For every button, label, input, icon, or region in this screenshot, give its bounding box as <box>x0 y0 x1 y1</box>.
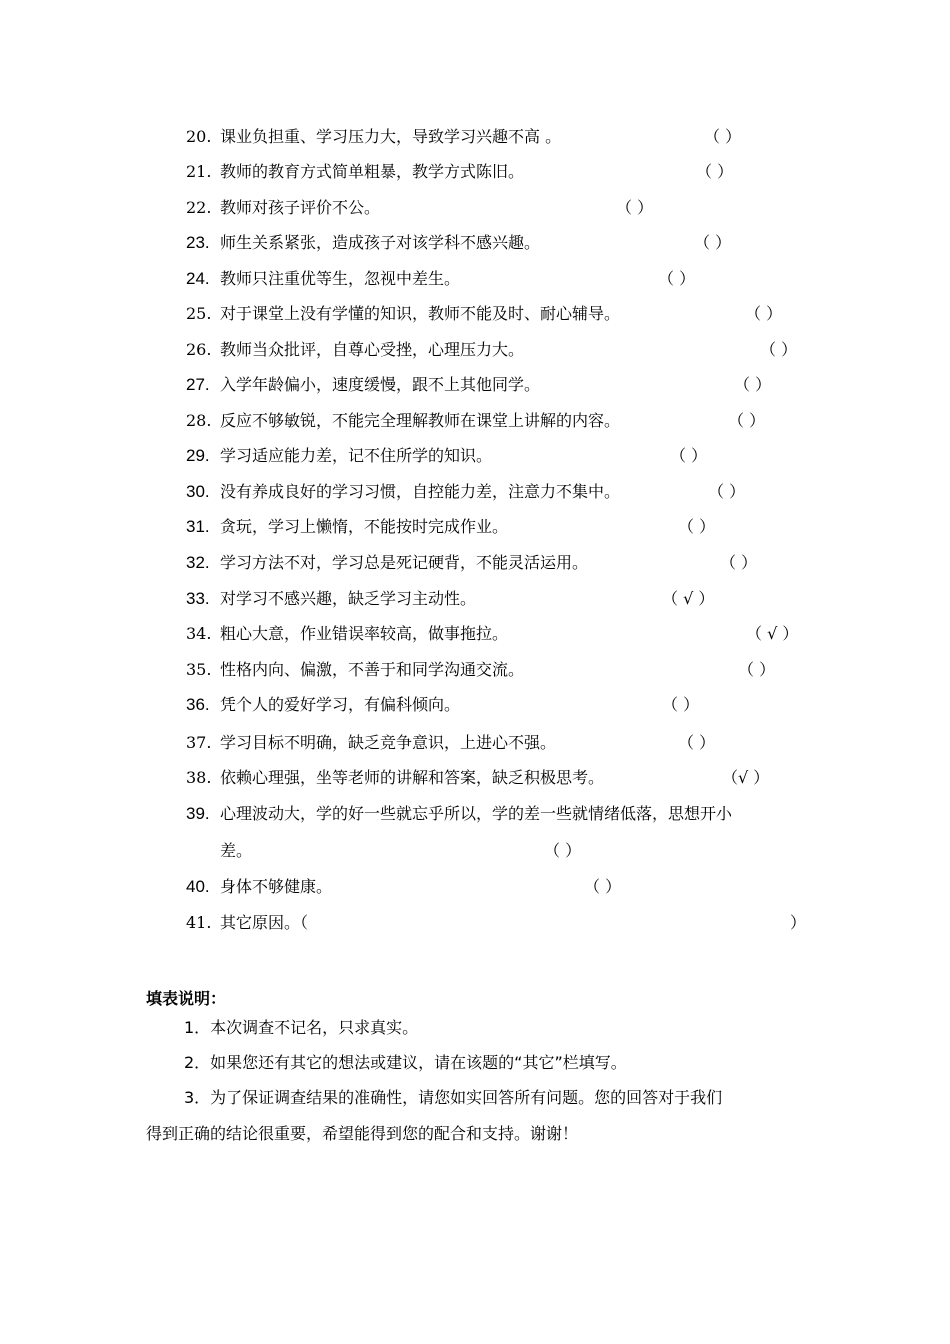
list-item: 30. 没有养成良好的学习习惯，自控能力差，注意力不集中。 <box>186 482 621 501</box>
answer-box[interactable]: （ ） <box>658 269 696 288</box>
list-item: 22. 教师对孩子评价不公。 <box>186 198 381 217</box>
answer-box-checked[interactable]: （ √ ） <box>662 589 715 608</box>
answer-box[interactable]: （ ） <box>734 375 772 394</box>
list-item: 35. 性格内向、偏激，不善于和同学沟通交流。 <box>186 660 525 679</box>
list-item: 40. 身体不够健康。 <box>186 877 333 896</box>
answer-box[interactable]: （ ） <box>544 841 582 860</box>
list-item-continuation: 差。 <box>220 841 253 860</box>
answer-box[interactable]: （ ） <box>678 517 716 536</box>
list-item: 33. 对学习不感兴趣，缺乏学习主动性。 <box>186 589 477 608</box>
list-item: 21. 教师的教育方式简单粗暴，教学方式陈旧。 <box>186 162 525 181</box>
note-item-continuation: 得到正确的结论很重要，希望能得到您的配合和支持。谢谢！ <box>146 1124 579 1143</box>
answer-box[interactable]: （ ） <box>678 733 716 752</box>
list-item: 41. 其它原因。（ <box>186 913 309 932</box>
list-item: 38. 依赖心理强，坐等老师的讲解和答案，缺乏积极思考。 <box>186 768 605 787</box>
list-item: 32. 学习方法不对，学习总是死记硬背，不能灵活运用。 <box>186 553 589 572</box>
list-item: 37. 学习目标不明确，缺乏竞争意识，上进心不强。 <box>186 733 557 752</box>
note-item: 2．如果您还有其它的想法或建议，请在该题的“其它”栏填写。 <box>184 1053 627 1072</box>
answer-box[interactable]: （ ） <box>745 304 783 323</box>
answer-box[interactable]: （ ） <box>708 482 746 501</box>
list-item: 31. 贪玩，学习上懒惰，不能按时完成作业。 <box>186 517 509 536</box>
list-item: 34. 粗心大意，作业错误率较高，做事拖拉。 <box>186 624 509 643</box>
list-item: 25. 对于课堂上没有学懂的知识，教师不能及时、耐心辅导。 <box>186 304 621 323</box>
list-item: 23. 师生关系紧张，造成孩子对该学科不感兴趣。 <box>186 233 541 252</box>
list-item: 20. 课业负担重、学习压力大，导致学习兴趣不高 。 <box>186 127 562 146</box>
list-item: 27. 入学年龄偏小，速度缓慢，跟不上其他同学。 <box>186 375 541 394</box>
answer-box[interactable]: （ ） <box>704 127 742 146</box>
answer-blank-close[interactable]: ） <box>790 913 807 932</box>
answer-box[interactable]: （ ） <box>694 233 732 252</box>
answer-box[interactable]: （ ） <box>760 340 798 359</box>
answer-box[interactable]: （ ） <box>584 877 622 896</box>
list-item: 28. 反应不够敏锐，不能完全理解教师在课堂上讲解的内容。 <box>186 411 621 430</box>
answer-box[interactable]: （ ） <box>670 446 708 465</box>
list-item: 26. 教师当众批评，自尊心受挫，心理压力大。 <box>186 340 525 359</box>
answer-box[interactable]: （ ） <box>696 162 734 181</box>
list-item: 24. 教师只注重优等生，忽视中差生。 <box>186 269 461 288</box>
list-item: 36. 凭个人的爱好学习，有偏科倾向。 <box>186 695 461 714</box>
answer-box[interactable]: （ ） <box>738 660 776 679</box>
list-item: 39. 心理波动大，学的好一些就忘乎所以，学的差一些就情绪低落，思想开小 <box>186 804 733 823</box>
answer-box[interactable]: （ ） <box>616 198 654 217</box>
answer-box-checked[interactable]: （ √ ） <box>746 624 799 643</box>
note-item: 3．为了保证调查结果的准确性，请您如实回答所有问题。您的回答对于我们 <box>184 1088 723 1107</box>
note-item: 1．本次调查不记名，只求真实。 <box>184 1018 419 1037</box>
list-item: 29. 学习适应能力差，记不住所学的知识。 <box>186 446 493 465</box>
answer-box[interactable]: （ ） <box>720 553 758 572</box>
answer-box-checked[interactable]: （√ ） <box>722 768 770 787</box>
answer-box[interactable]: （ ） <box>728 411 766 430</box>
notes-title: 填表说明： <box>146 989 227 1008</box>
answer-box[interactable]: （ ） <box>662 695 700 714</box>
